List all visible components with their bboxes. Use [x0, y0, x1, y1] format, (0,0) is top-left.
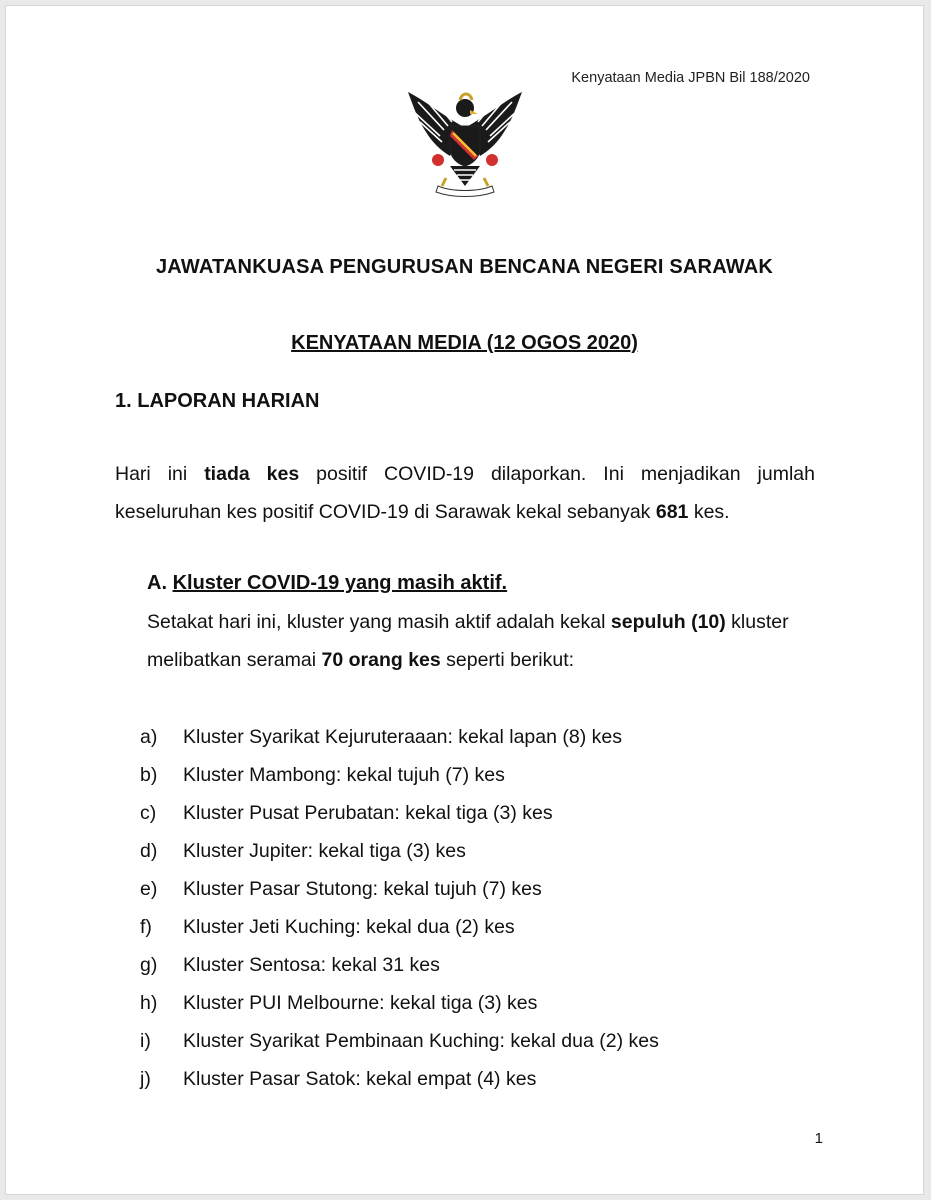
list-letter: g) [140, 954, 158, 976]
list-item-text: Kluster Pusat Perubatan: kekal tiga (3) kes [183, 802, 553, 824]
list-item [140, 908, 659, 946]
list-item-text: Kluster Jeti Kuching: kekal dua (2) kes [183, 916, 515, 938]
list-letter: c) [140, 802, 157, 824]
list-item [140, 832, 659, 870]
subsection-prefix: A. [147, 572, 167, 594]
document-page [6, 6, 923, 1194]
clusters-persons: 70 orang kes [321, 649, 441, 671]
list-item [140, 984, 659, 1022]
list-item [140, 870, 659, 908]
cluster-list [140, 718, 659, 1098]
list-letter: h) [140, 992, 158, 1014]
clusters-count: sepuluh (10) [610, 611, 726, 633]
list-item-text: Kluster Pasar Satok: kekal empat (4) kes [183, 1068, 537, 1090]
list-item [140, 1022, 659, 1060]
clusters-paragraph [147, 603, 867, 679]
list-item-text: Kluster Sentosa: kekal 31 kes [183, 954, 440, 976]
clusters-text-3: seperti berikut: [440, 649, 575, 671]
list-item-text: Kluster PUI Melbourne: kekal tiga (3) kes [183, 992, 538, 1014]
list-item-text: Kluster Jupiter: kekal tiga (3) kes [183, 840, 466, 862]
statement-title: KENYATAAN MEDIA (12 OGOS 2020) [291, 332, 638, 354]
daily-report-bold-1: tiada kes [204, 463, 300, 485]
total-cases: 681 [655, 501, 689, 523]
organization-title: JAWATANKUASA PENGURUSAN BENCANA NEGERI SARAWAK [155, 256, 773, 278]
list-item [140, 718, 659, 756]
list-item [140, 946, 659, 984]
daily-report-paragraph [115, 455, 815, 531]
daily-report-text-1: Hari ini [115, 463, 205, 485]
subsection-title: Kluster COVID-19 yang masih aktif. [172, 572, 508, 594]
list-item-text: Kluster Syarikat Kejuruteraaan: kekal lapan (8) kes [183, 726, 622, 748]
list-item [140, 756, 659, 794]
list-letter: e) [140, 878, 158, 900]
daily-report-text-3: kes. [688, 501, 730, 523]
section-heading: 1. LAPORAN HARIAN [115, 390, 320, 412]
list-item [140, 1060, 659, 1098]
subsection-heading [147, 572, 507, 595]
clusters-text-2: kluster melibatkan seramai [147, 611, 789, 671]
list-item [140, 794, 659, 832]
list-letter: f) [140, 916, 152, 938]
list-letter: a) [140, 726, 158, 748]
list-item-text: Kluster Syarikat Pembinaan Kuching: kekal dua (2) kes [183, 1030, 659, 1052]
list-letter: b) [140, 764, 158, 786]
list-letter: d) [140, 840, 158, 862]
list-letter: j) [140, 1068, 151, 1090]
sarawak-crest-icon [404, 86, 526, 208]
reference-number: Kenyataan Media JPBN Bil 188/2020 [571, 70, 810, 86]
list-letter: i) [140, 1030, 151, 1052]
list-item-text: Kluster Mambong: kekal tujuh (7) kes [183, 764, 505, 786]
list-item-text: Kluster Pasar Stutong: kekal tujuh (7) kes [183, 878, 542, 900]
clusters-text-1: Setakat hari ini, kluster yang masih aktif adalah kekal [147, 611, 611, 633]
daily-report-text-2: positif COVID-19 dilaporkan. Ini menjadikan jumlah keseluruhan kes positif COVID-19 di Sarawak kekal sebanyak [115, 463, 815, 523]
page-number: 1 [814, 1130, 823, 1147]
